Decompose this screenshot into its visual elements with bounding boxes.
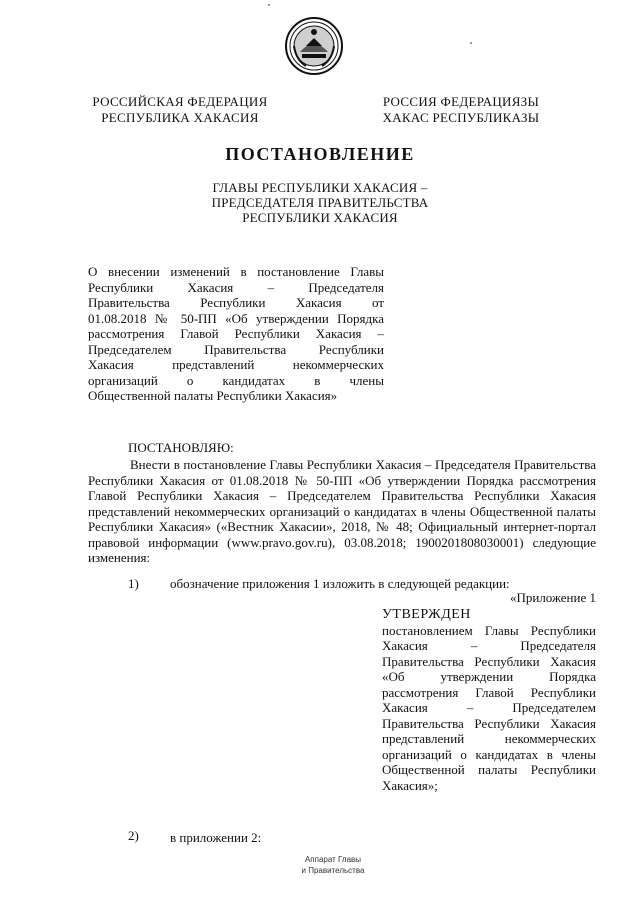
item-2-text: в приложении 2: xyxy=(170,830,262,845)
coat-of-arms-icon xyxy=(284,16,344,76)
subtitle-line2: ПРЕДСЕДАТЕЛЯ ПРАВИТЕЛЬСТВА xyxy=(211,195,429,210)
subject-line: Республики Хакасия – Председателя xyxy=(88,279,384,295)
subject-line: Общественной палаты Республики Хакасия» xyxy=(88,388,338,403)
subject-line: О внесении изменений в постановление Главы xyxy=(88,264,384,279)
header-khakas xyxy=(380,94,542,126)
item-1-number: 1) xyxy=(128,576,139,591)
appendix-label: «Приложение 1 xyxy=(509,590,596,605)
subject-line: Правительства Республики Хакасия от xyxy=(88,295,384,310)
header-right-line2: ХАКАС РЕСПУБЛИКАЗЫ xyxy=(382,110,540,125)
subject-line: организаций о кандидатах в члены xyxy=(88,372,384,388)
document-subtitle xyxy=(160,180,480,225)
header-russian xyxy=(90,94,270,126)
body-paragraph: Внести в постановление Главы Республики Хакасия – Председателя Правительства Республики Хакасия от 01.08.2018 № 50-ПП «Об утверждении Порядка рассмотрения Главой Республики Хакасия – Председателем Правительства Республики Хакасия представлений некоммерческих организаций о кандидатах в члены Общественной палаты Республики Хакасия» («Вестник Хакасии», 2018, № 48; Официальный интернет-портал правовой информации (www.pravo.gov.ru), 03.08.2018; 1900201808030001) следующие изменения: xyxy=(88,457,596,565)
subject-line: рассмотрения Главой Республики Хакасия – xyxy=(88,326,384,341)
office-stamp xyxy=(268,854,398,876)
item-1-text: обозначение приложения 1 изложить в следующей редакции: xyxy=(170,576,510,591)
decree-word: ПОСТАНОВЛЯЮ: xyxy=(128,440,234,455)
subtitle-line1: ГЛАВЫ РЕСПУБЛИКИ ХАКАСИЯ – xyxy=(212,180,428,195)
scan-speck xyxy=(268,4,270,6)
header-left-line2: РЕСПУБЛИКА ХАКАСИЯ xyxy=(101,110,259,125)
approved-heading: УТВЕРЖДЕН xyxy=(382,607,471,622)
document-title: ПОСТАНОВЛЕНИЕ xyxy=(225,144,415,164)
stamp-line1: Аппарат Главы xyxy=(304,855,362,864)
subject-line: 01.08.2018 № 50-ПП «Об утверждении Порядка xyxy=(88,310,384,326)
subtitle-line3: РЕСПУБЛИКИ ХАКАСИЯ xyxy=(242,210,398,225)
subject-block xyxy=(88,264,384,404)
approved-block xyxy=(382,607,596,793)
subject-line: Хакасия представлений некоммерческих xyxy=(88,357,384,372)
subject-line: Председателем Правительства Республики xyxy=(88,341,384,357)
item-2-number: 2) xyxy=(128,828,139,843)
scan-speck xyxy=(470,42,472,44)
header-right-line1: РОССИЯ ФЕДЕРАЦИЯЗЫ xyxy=(382,94,540,109)
header-left-line1: РОССИЙСКАЯ ФЕДЕРАЦИЯ xyxy=(92,94,268,109)
stamp-line2: и Правительства xyxy=(301,866,365,875)
approved-text: постановлением Главы Республики Хакасия – Председателя Правительства Республики Хакасия «Об утверждении Порядка рассмотрения Главой Республики Хакасия – Председателем Правительства Республики Хакасия представлений некоммерческих организаций о кандидатах в члены Общественной палаты Республики Хакасия»; xyxy=(382,622,596,793)
